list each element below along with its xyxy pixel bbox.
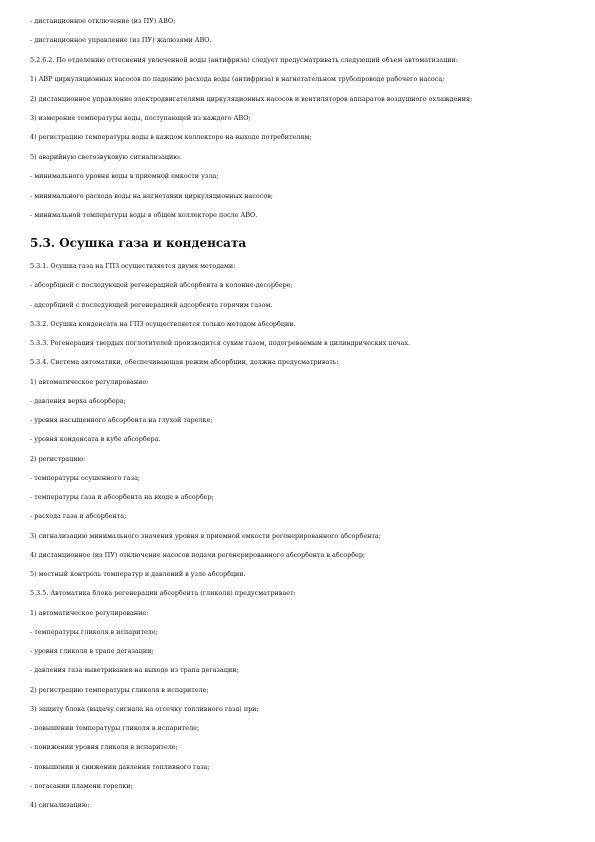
- text-line: 2) регистрацию:: [30, 454, 86, 463]
- text-line: - давления верха абсорбера;: [30, 396, 126, 405]
- text-line: 3) защиту блока (выдачу сигнала на отсечку топливного газа) при:: [30, 704, 259, 713]
- text-line: - абсорбцией с последующей регенерацией абсорбента в колонне-десорбере;: [30, 281, 293, 290]
- text-line: 3) сигнализацию минимального значения уровня в приемной емкости регенерированного абсорбента;: [30, 531, 381, 540]
- text-line: - температуры газа и абсорбента на входе в абсорбер;: [30, 493, 214, 501]
- text-line: - повышении температуры гликоля в испарителе;: [30, 724, 200, 732]
- text-line: 4) регистрацию температуры воды в каждом коллекторе на выходе потребителям;: [30, 133, 312, 142]
- text-line: - повышении и снижении давления топливного газа;: [30, 762, 210, 771]
- text-line: - адсорбцией с последующей регенерацией адсорбента горячим газом.: [30, 300, 273, 309]
- text-line: 3) измерение температуры воды, поступающей из каждого АВО;: [30, 114, 251, 122]
- text-line: - температуры гликоля в испарителе;: [30, 627, 158, 636]
- text-line: 2) регистрацию температуры гликоля в испарителе;: [30, 685, 209, 694]
- text-line: - понижении уровня гликоля в испарителе;: [30, 743, 178, 752]
- text-line: - минимального уровня воды в приемной емкости узла;: [30, 172, 219, 181]
- text-line: 5.2.6.2. По отделению оттеснения увлеченной воды (антифриза) следует предусматривать следующий объем автоматизации:: [30, 55, 458, 64]
- text-line: - дистанционное управление (из ПУ) жалюзями АВО.: [30, 36, 212, 45]
- text-line: - уровня насыщенного абсорбента на глухой тарелке;: [30, 416, 213, 424]
- text-line: - расхода газа и абсорбента;: [30, 512, 127, 521]
- text-line: 5) аварийную светозвуковую сигнализацию:: [30, 152, 181, 161]
- text-line: 1) автоматическое регулирование:: [30, 377, 149, 386]
- text-line: 1) АВР циркуляционных насосов по падению расхода воды (антифриза) в нагнетательном трубопроводе рабочего насоса;: [30, 75, 445, 84]
- text-line: 4) сигнализацию:: [30, 801, 90, 809]
- text-line: 4) дистанционное (из ПУ) отключение насосов подачи регенерированного абсорбента в абсорбер;: [30, 550, 366, 559]
- text-line: - уровня гликоля в трапе дегазации;: [30, 647, 154, 655]
- text-line: - минимальной температуры воды в общем коллекторе после АВО.: [30, 211, 258, 219]
- text-line: - температуры осушенного газа;: [30, 473, 141, 482]
- section-heading: 5.3. Осушка газа и конденсата: [30, 236, 247, 250]
- text-line: 2) дистанционное управление электродвигателями циркуляционных насосов и вентиляторов аппаратов воздушного охлаждения;: [30, 94, 473, 103]
- text-line: 1) автоматическое регулирование:: [30, 608, 149, 617]
- text-line: - уровня конденсата в кубе абсорбера.: [30, 435, 161, 444]
- text-line: 5.3.5. Автоматика блока регенерации абсорбента (гликоля) предусматривает:: [30, 589, 296, 598]
- text-line: 5.3.2. Осушка конденсата на ГПЗ осуществляется только методом абсорбции.: [30, 319, 296, 328]
- text-line: 5.3.1. Осушка газа на ГПЗ осуществляется двумя методами:: [30, 262, 236, 270]
- text-line: 5.3.4. Система автоматики, обеспечивающая режим абсорбции, должна предусматривать:: [30, 358, 339, 367]
- text-line: 5) местный контроль температур и давлений в узле абсорбции.: [30, 570, 246, 578]
- text-line: - давления газа выветривания на выходе из трапа дегазации;: [30, 666, 239, 675]
- text-line: - минимального расхода воды на нагнетании циркуляционных насосов;: [30, 191, 273, 200]
- text-line: 5.3.3. Регенерация твердых поглотителей производится сухим газом, подогреваемым в цилиндрических печах.: [30, 339, 411, 347]
- text-line: - дистанционное отключение (из ПУ) АВО;: [30, 17, 176, 25]
- text-line: - погасании пламени горелки;: [30, 781, 133, 790]
